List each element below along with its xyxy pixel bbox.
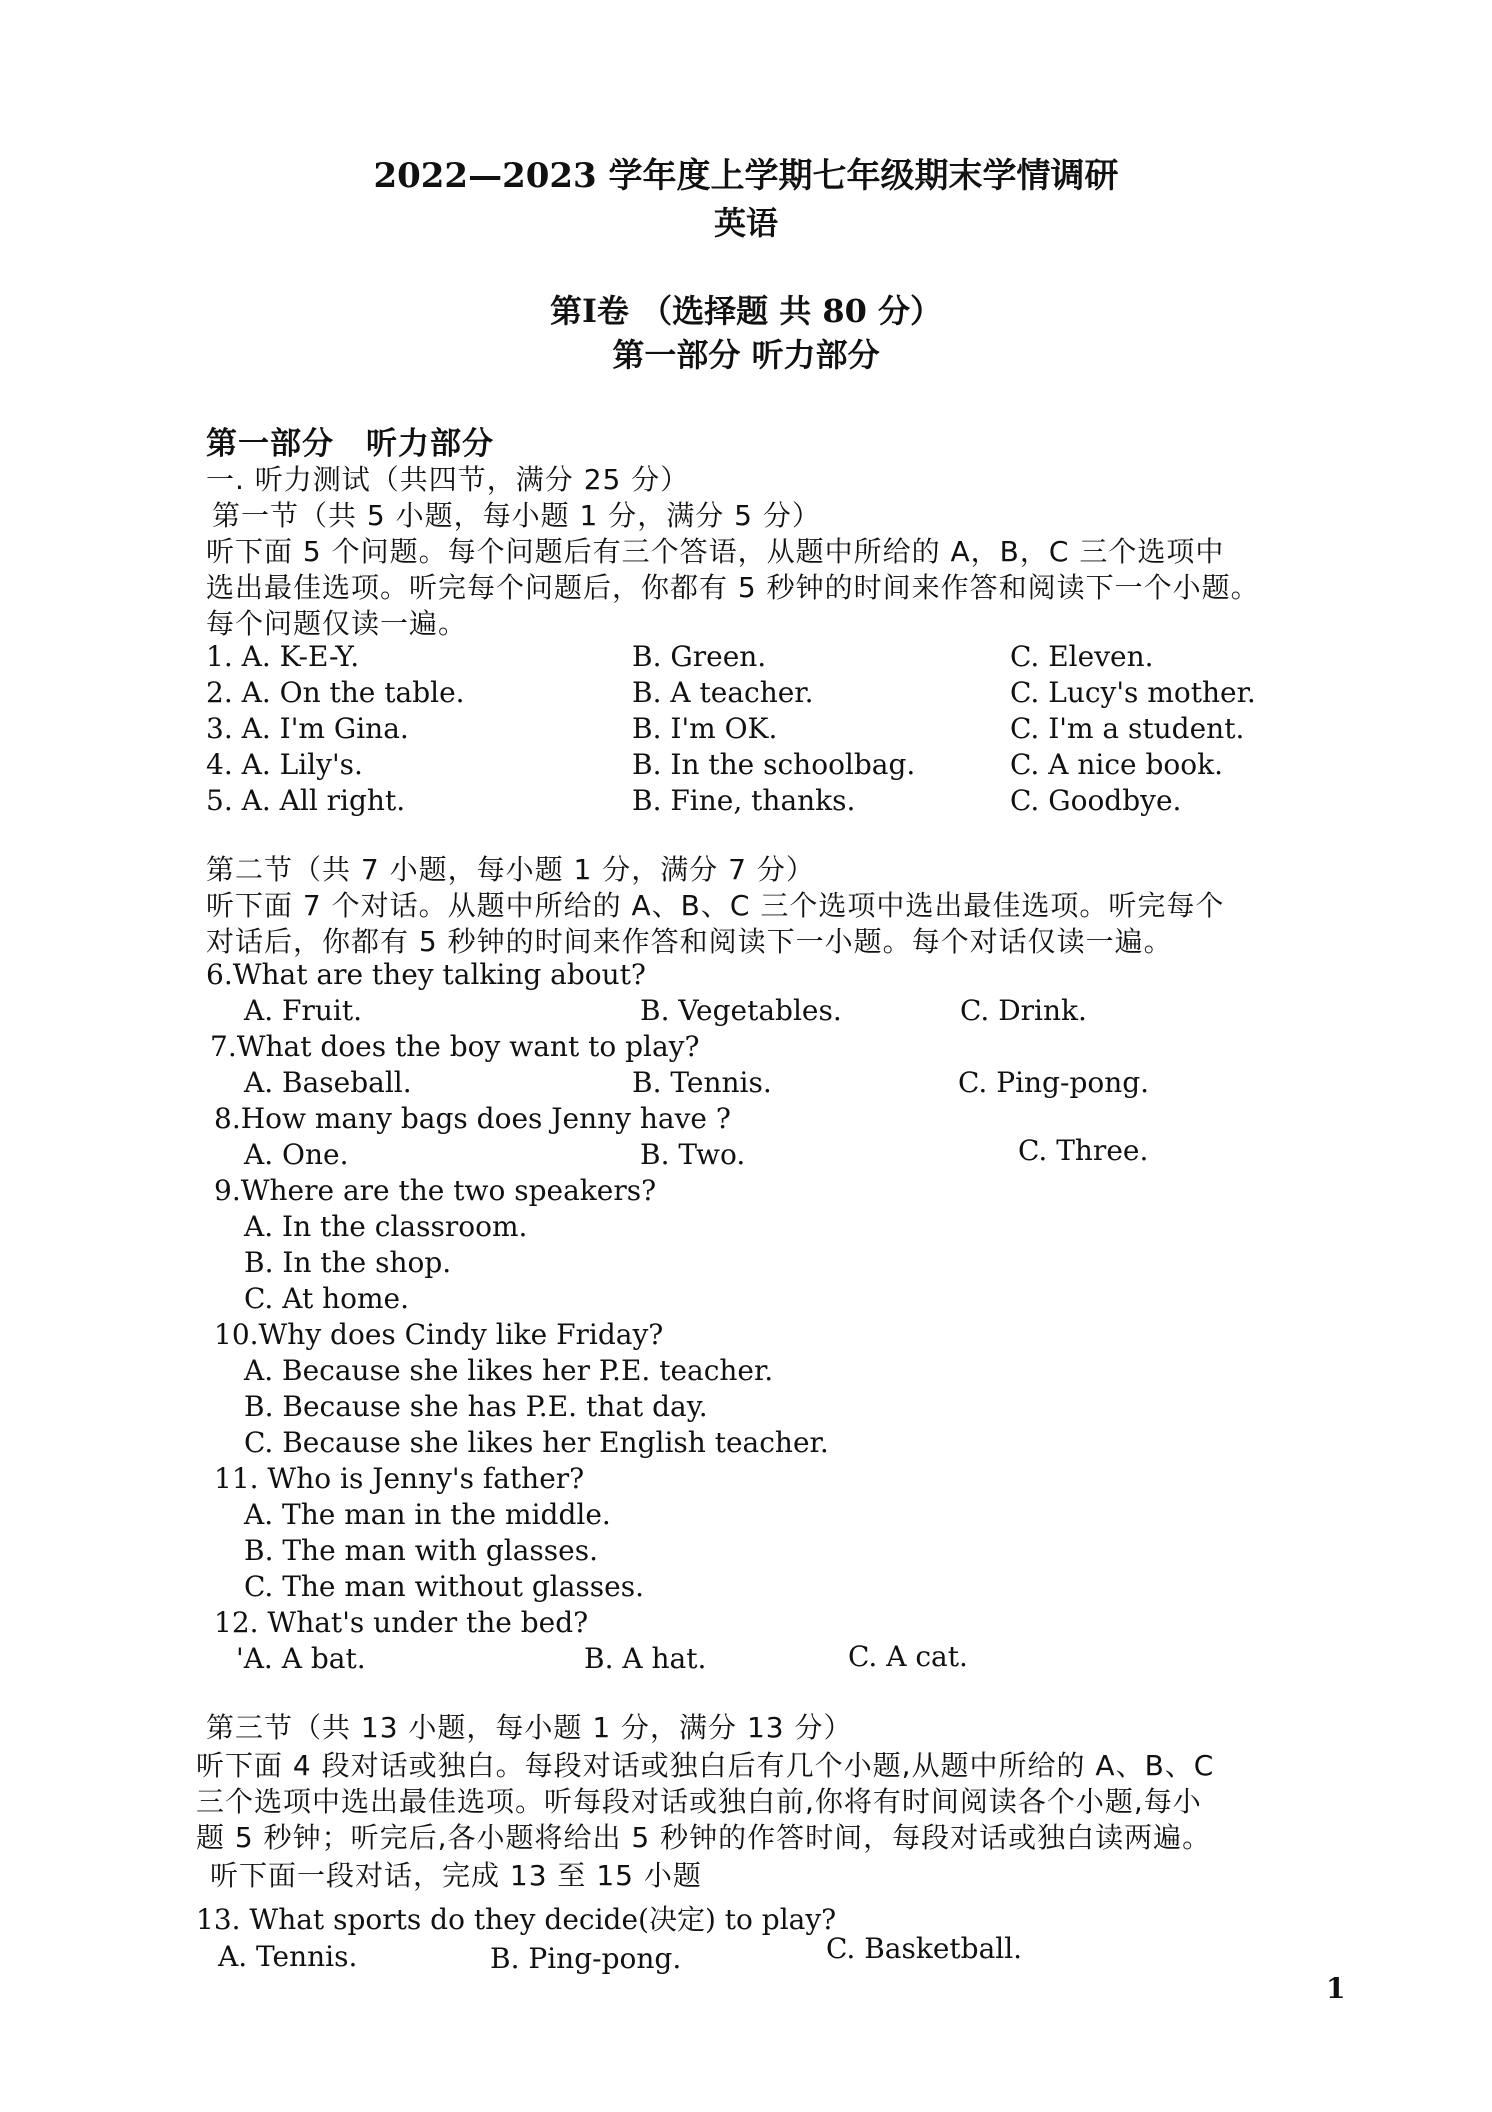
section2-instruction-2: 对话后，你都有 5 秒钟的时间来作答和阅读下一小题。每个对话仅读一遍。 (206, 925, 1173, 958)
q4-option-a: 4. A. Lily's. (206, 748, 363, 781)
q1-option-a: 1. A. K-E-Y. (206, 640, 360, 673)
q13-option-c: C. Basketball. (826, 1932, 1023, 1965)
q10-stem: 10.Why does Cindy like Friday? (214, 1318, 664, 1351)
q9-option-c: C. At home. (244, 1282, 410, 1315)
section-main-heading: 一. 听力测试（共四节，满分 25 分） (206, 463, 690, 496)
q11-option-a: A. The man in the middle. (244, 1498, 611, 1531)
q12-stem: 12. What's under the bed? (214, 1606, 589, 1639)
q8-stem: 8.How many bags does Jenny have ? (214, 1102, 731, 1135)
q13-option-b: B. Ping-pong. (490, 1942, 682, 1975)
q1-option-c: C. Eleven. (1010, 640, 1154, 673)
q12-option-a: 'A. A bat. (236, 1642, 366, 1675)
q9-stem: 9.Where are the two speakers? (214, 1174, 657, 1207)
q10-option-a: A. Because she likes her P.E. teacher. (244, 1354, 774, 1387)
section3-instruction-3: 题 5 秒钟；听完后,各小题将给出 5 秒钟的作答时间，每段对话或独白读两遍。 (196, 1821, 1212, 1854)
section3-instruction-2: 三个选项中选出最佳选项。听每段对话或独白前,你将有时间阅读各个小题,每小 (196, 1785, 1202, 1818)
part-heading: 第一部分 听力部分 (206, 426, 494, 462)
q3-option-b: B. I'm OK. (632, 712, 778, 745)
volume-title: 第Ⅰ卷 （选择题 共 80 分） (549, 292, 943, 330)
q2-option-b: B. A teacher. (632, 676, 814, 709)
q11-stem: 11. Who is Jenny's father? (214, 1462, 585, 1495)
q6-option-b: B. Vegetables. (640, 994, 842, 1027)
section2-instruction-1: 听下面 7 个对话。从题中所给的 A、B、C 三个选项中选出最佳选项。听完每个 (206, 889, 1225, 922)
q8-option-c: C. Three. (1018, 1134, 1149, 1167)
q10-option-b: B. Because she has P.E. that day. (244, 1390, 708, 1423)
q6-option-a: A. Fruit. (244, 994, 362, 1027)
q4-option-b: B. In the schoolbag. (632, 748, 916, 781)
q11-option-c: C. The man without glasses. (244, 1570, 644, 1603)
q5-option-a: 5. A. All right. (206, 784, 406, 817)
section1-instruction-3: 每个问题仅读一遍。 (206, 607, 468, 640)
q12-option-c: C. A cat. (848, 1640, 968, 1673)
q3-option-c: C. I'm a student. (1010, 712, 1245, 745)
q6-stem: 6.What are they talking about? (206, 958, 646, 991)
section3-heading: 第三节（共 13 小题，每小题 1 分，满分 13 分） (206, 1711, 853, 1744)
q6-option-c: C. Drink. (960, 994, 1087, 1027)
q2-option-a: 2. A. On the table. (206, 676, 465, 709)
part-title: 第一部分 听力部分 (612, 336, 880, 374)
section1-instruction-1: 听下面 5 个问题。每个问题后有三个答语，从题中所给的 A，B，C 三个选项中 (206, 535, 1225, 568)
q11-option-b: B. The man with glasses. (244, 1534, 598, 1567)
q5-option-c: C. Goodbye. (1010, 784, 1182, 817)
q7-option-c: C. Ping-pong. (958, 1066, 1150, 1099)
q3-option-a: 3. A. I'm Gina. (206, 712, 409, 745)
section1-heading: 第一节（共 5 小题，每小题 1 分，满分 5 分） (212, 499, 821, 532)
q9-option-b: B. In the shop. (244, 1246, 452, 1279)
q13-stem: 13. What sports do they decide(决定) to play? (196, 1903, 837, 1936)
subject-title: 英语 (713, 204, 778, 242)
q7-option-a: A. Baseball. (244, 1066, 412, 1099)
q9-option-a: A. In the classroom. (244, 1210, 528, 1243)
q8-option-b: B. Two. (640, 1138, 746, 1171)
q4-option-c: C. A nice book. (1010, 748, 1223, 781)
q13-option-a: A. Tennis. (218, 1940, 358, 1973)
section3-instruction-1: 听下面 4 段对话或独白。每段对话或独白后有几个小题,从题中所给的 A、B、C (196, 1749, 1215, 1782)
section2-heading: 第二节（共 7 小题，每小题 1 分，满分 7 分） (206, 853, 815, 886)
q12-option-b: B. A hat. (584, 1642, 707, 1675)
exam-title: 2022—2023 学年度上学期七年级期末学情调研 (373, 156, 1119, 196)
q7-option-b: B. Tennis. (632, 1066, 772, 1099)
page-number: 1 (1326, 1972, 1346, 2005)
q5-option-b: B. Fine, thanks. (632, 784, 856, 817)
q1-option-b: B. Green. (632, 640, 767, 673)
q2-option-c: C. Lucy's mother. (1010, 676, 1256, 709)
q10-option-c: C. Because she likes her English teacher. (244, 1426, 829, 1459)
q7-stem: 7.What does the boy want to play? (210, 1030, 700, 1063)
q8-option-a: A. One. (244, 1138, 349, 1171)
section1-instruction-2: 选出最佳选项。听完每个问题后，你都有 5 秒钟的时间来作答和阅读下一个小题。 (206, 571, 1260, 604)
section3-sub-instruction: 听下面一段对话，完成 13 至 15 小题 (210, 1859, 702, 1892)
